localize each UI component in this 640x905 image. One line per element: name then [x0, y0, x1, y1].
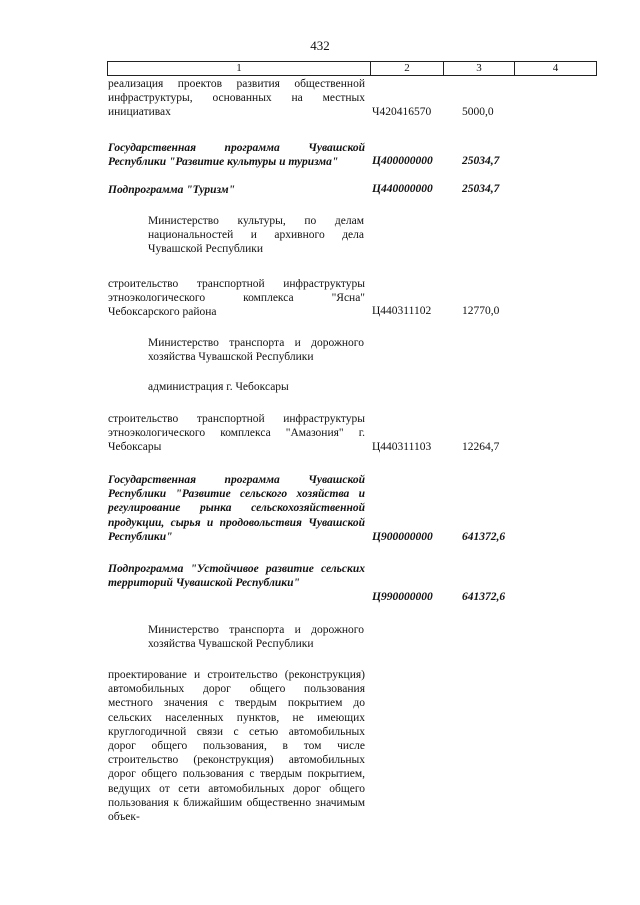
row-amount: 25034,7 — [462, 155, 500, 167]
row-text: Государственная программа Чувашской Республики "Развитие сельского хозяйства и регулирование рынка сельскохозяйственной продукции, сырья и продовольствия Чувашской Республики" — [108, 474, 365, 543]
row-text: Министерство транспорта и дорожного хозяйства Чувашской Республики — [148, 337, 364, 364]
row-text: проектирование и строительство (реконструкция) автомобильных дорог общего пользования местного значения с твердым покрытием до сельских населенных пунктов, не имеющих круглогодичной связи с сетью автомобильных дорог общего пользования, в том числе строительство (реконструкция) автомобильных дорог общего пользования с твердым покрытием, ведущих от сети автомобильных дорог общего пользования к ближайшим общественно значимым объек- — [108, 669, 365, 824]
row-text: Министерство транспорта и дорожного хозяйства Чувашской Республики — [148, 624, 364, 651]
column-header-4: 4 — [514, 62, 596, 75]
row-text: строительство транспортной инфраструктуры этноэкологического комплекса "Амазония" г. Чебоксары — [108, 413, 365, 454]
column-header-1: 1 — [236, 62, 242, 74]
row-text: Государственная программа Чувашской Республики "Развитие культуры и туризма" — [108, 142, 365, 169]
row-text: Подпрограмма "Устойчивое развитие сельских территорий Чувашской Республики" — [108, 563, 365, 590]
row-amount: 641372,6 — [462, 591, 506, 603]
row-amount: 12264,7 — [462, 441, 500, 453]
row-text: Министерство культуры, по делам национальностей и архивного дела Чувашской Республики — [148, 215, 364, 256]
row-text: строительство транспортной инфраструктуры этноэкологического комплекса "Ясна" Чебоксарского района — [108, 278, 365, 319]
row-code: Ц990000000 — [372, 591, 433, 603]
row-text: администрация г. Чебоксары — [148, 381, 289, 393]
column-header-3: 3 — [443, 62, 514, 75]
row-text: реализация проектов развития общественной инфраструктуры, основанных на местных инициативах — [108, 78, 365, 119]
row-amount: 25034,7 — [462, 183, 500, 195]
row-code: Ч420416570 — [372, 106, 432, 118]
page-number: 432 — [310, 38, 330, 53]
row-code: Ц440311103 — [372, 441, 432, 453]
row-amount: 5000,0 — [462, 106, 494, 118]
column-header-2: 2 — [370, 62, 443, 75]
row-code: Ц400000000 — [372, 155, 433, 167]
row-code: Ц900000000 — [372, 531, 433, 543]
row-code: Ц440311102 — [372, 305, 432, 317]
row-amount: 641372,6 — [462, 531, 506, 543]
row-text: Подпрограмма "Туризм" — [108, 184, 235, 196]
row-code: Ц440000000 — [372, 183, 433, 195]
row-amount: 12770,0 — [462, 305, 500, 317]
table-header — [107, 61, 597, 76]
